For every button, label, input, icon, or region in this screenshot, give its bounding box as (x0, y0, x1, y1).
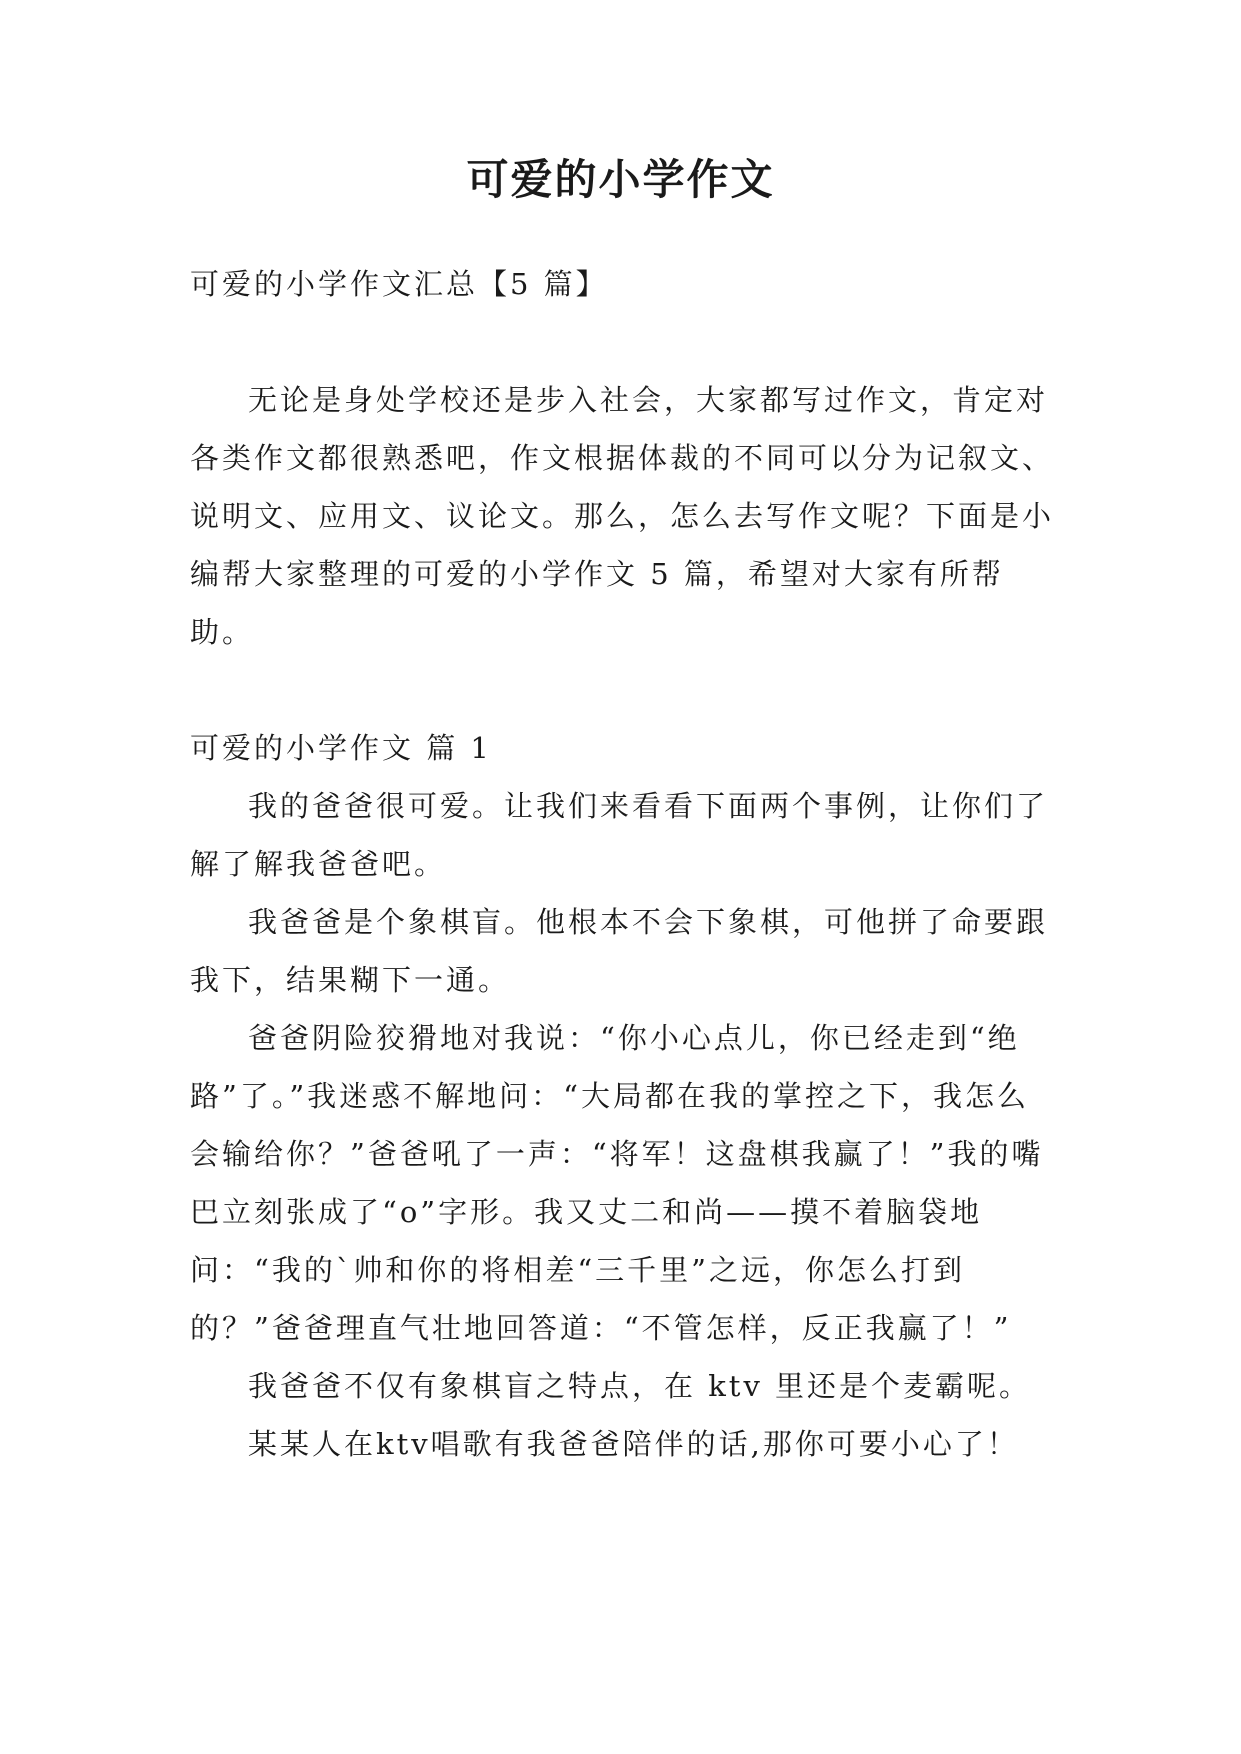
intro-paragraph: 无论是身处学校还是步入社会，大家都写过作文，肯定对各类作文都很熟悉吧，作文根据体裁的不同可以分为记叙文、说明文、应用文、议论文。那么，怎么去写作文呢？下面是小编帮大家整理的可爱的小学作文 5 篇，希望对大家有所帮助。 (190, 383, 1055, 649)
body-paragraph: 某某人在ktv唱歌有我爸爸陪伴的话,那你可要小心了！ (248, 1427, 1019, 1461)
body-paragraph: 我爸爸不仅有象棋盲之特点，在 ktv 里还是个麦霸呢。 (248, 1369, 1032, 1403)
spacer (190, 313, 1060, 371)
document-title: 可爱的小学作文 (466, 155, 775, 204)
body-paragraph: 我爸爸是个象棋盲。他根本不会下象棋，可他拼了命要跟我下，结果糊下一通。 (190, 905, 1049, 997)
document-subtitle: 可爱的小学作文汇总【5 篇】 (190, 267, 608, 301)
body-paragraph: 爸爸阴险狡猾地对我说：“你小心点儿，你已经走到“绝路”了。”我迷惑不解地问：“大局都在我的掌控之下，我怎么会输给你？”爸爸吼了一声：“将军！这盘棋我赢了！”我的嘴巴立刻张成了“o”字形。我又丈二和尚——摸不着脑袋地问：“我的`帅和你的将相差“三千里”之远，你怎么打到的？”爸爸理直气壮地回答道：“不管怎样，反正我赢了！” (190, 1021, 1044, 1345)
document-body (190, 255, 1060, 1473)
spacer (190, 661, 1060, 719)
section-heading: 可爱的小学作文 篇 1 (190, 731, 492, 765)
body-paragraph: 我的爸爸很可爱。让我们来看看下面两个事例，让你们了解了解我爸爸吧。 (190, 789, 1049, 881)
